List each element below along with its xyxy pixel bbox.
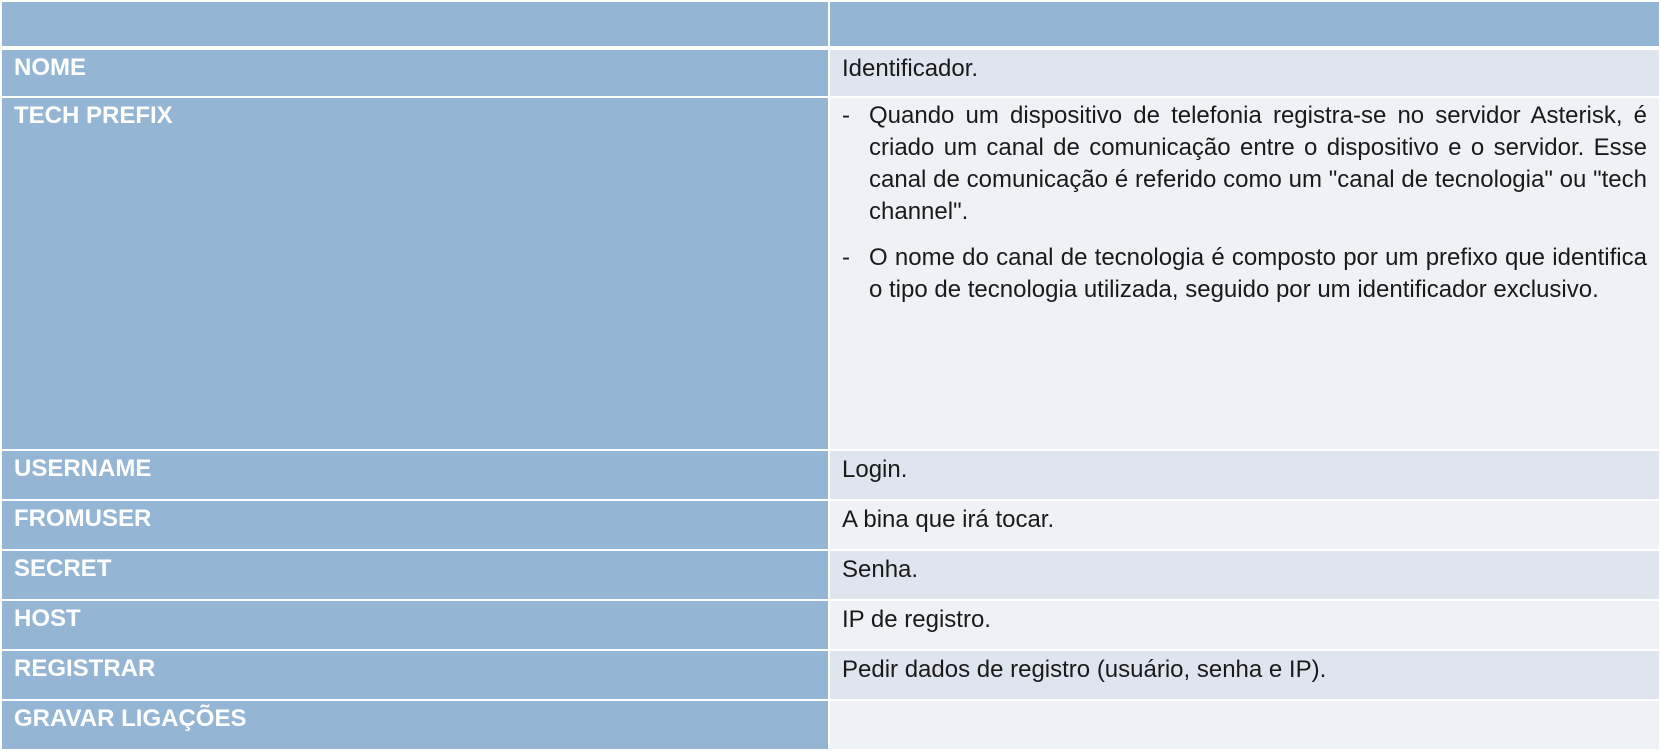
desc-cell xyxy=(830,551,1659,599)
desc-cell xyxy=(830,50,1659,96)
desc-cell xyxy=(830,501,1659,549)
table-row xyxy=(2,601,1659,651)
row-label: GRAVAR LIGAÇÕES xyxy=(14,705,247,732)
row-label: USERNAME xyxy=(14,455,152,482)
table-row xyxy=(2,50,1659,98)
table-row xyxy=(2,651,1659,701)
bullet-dash: - xyxy=(842,102,850,129)
bullet-dash: - xyxy=(842,244,850,271)
row-label: REGISTRAR xyxy=(14,655,156,682)
row-label: NOME xyxy=(14,54,86,81)
label-cell xyxy=(2,50,830,96)
bullet-text: Quando um dispositivo de telefonia registra-se no servidor Asterisk, é criado um canal de comunicação entre o dispositivo e o servidor. Esse canal de comunicação é referido como um "canal de tecnologia" ou "tech channel". xyxy=(869,102,1647,225)
label-cell xyxy=(2,451,830,499)
table-row xyxy=(2,451,1659,501)
table-row xyxy=(2,701,1659,751)
desc-cell xyxy=(830,451,1659,499)
row-description: Identificador. xyxy=(842,55,979,82)
table-row xyxy=(2,501,1659,551)
table-row xyxy=(2,98,1659,451)
label-cell xyxy=(2,701,830,749)
row-description: A bina que irá tocar. xyxy=(842,506,1055,533)
row-description: Pedir dados de registro (usuário, senha e IP). xyxy=(842,656,1327,683)
row-label: FROMUSER xyxy=(14,505,152,532)
label-cell xyxy=(2,601,830,649)
row-label: HOST xyxy=(14,605,81,632)
row-description: IP de registro. xyxy=(842,606,991,633)
list-item xyxy=(842,100,1647,228)
label-cell xyxy=(2,551,830,599)
desc-cell xyxy=(830,701,1659,749)
label-cell xyxy=(2,501,830,549)
desc-cell xyxy=(830,651,1659,699)
parameters-table xyxy=(2,2,1659,751)
row-description: Login. xyxy=(842,456,908,483)
label-cell xyxy=(2,98,830,449)
list-item xyxy=(842,242,1647,306)
table-header-row xyxy=(2,2,1659,50)
header-cell-right xyxy=(830,2,1659,46)
row-description: Senha. xyxy=(842,556,919,583)
desc-cell xyxy=(830,601,1659,649)
label-cell xyxy=(2,651,830,699)
row-label: SECRET xyxy=(14,555,112,582)
bullet-list xyxy=(842,100,1647,306)
desc-cell xyxy=(830,98,1659,449)
row-label: TECH PREFIX xyxy=(14,102,173,129)
bullet-text: O nome do canal de tecnologia é composto por um prefixo que identifica o tipo de tecnologia utilizada, seguido por um identificador exclusivo. xyxy=(869,244,1647,303)
header-cell-left xyxy=(2,2,830,46)
table-row xyxy=(2,551,1659,601)
